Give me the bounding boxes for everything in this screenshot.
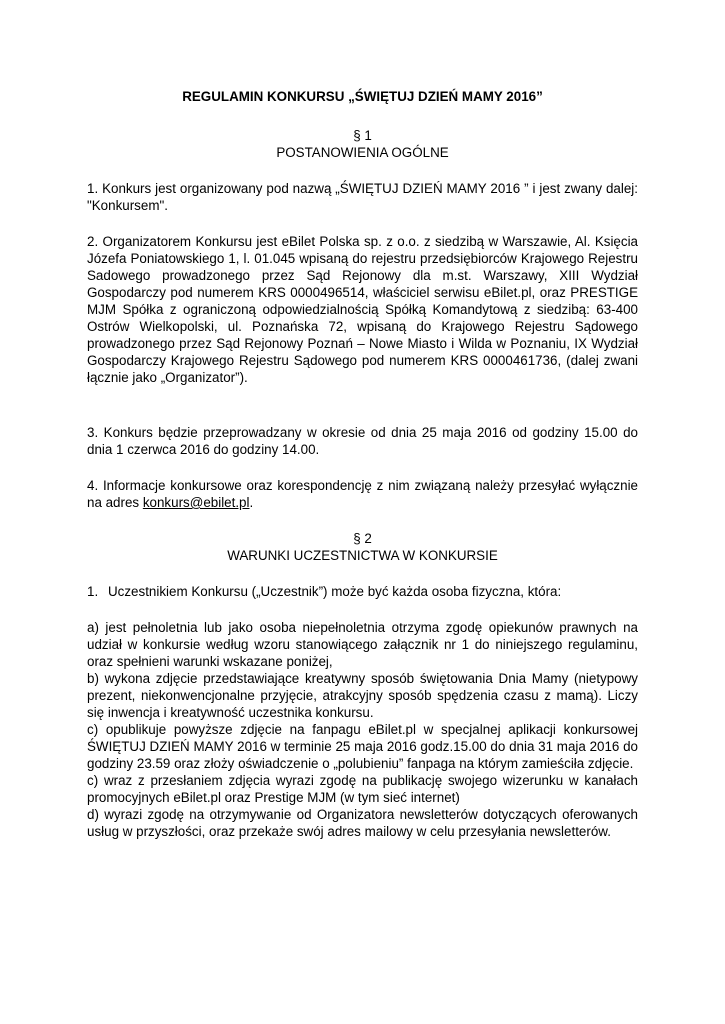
section-1-paragraph-3: 3. Konkurs będzie przeprowadzany w okresie od dnia 25 maja 2016 od godziny 15.00 do dnia 1 czerwca 2016 do godziny 14.00. <box>87 425 638 457</box>
section-1-heading: POSTANOWIENIA OGÓLNE <box>276 145 449 160</box>
item-1-number: 1. <box>87 584 99 599</box>
paragraph-4-end: . <box>249 495 254 510</box>
condition-c-1: c) opublikuje powyższe zdjęcie na fanpagu eBilet.pl w specjalnej aplikacji konkursowej ŚWIĘTUJ DZIEŃ MAMY 2016 w terminie 25 maja 2016 godz.15.00 do dnia 31 maja 2016 do godziny 23.59 oraz złoży oświadczenie o „polubieniu” fanpaga na którym zamieściła zdjęcie. <box>87 722 638 771</box>
contact-email-link[interactable]: konkurs@ebilet.pl <box>142 495 250 510</box>
condition-a: a) jest pełnoletnia lub jako osoba niepełnoletnia otrzyma zgodę opiekunów prawnych na udział w konkursie według wzoru stanowiącego załącznik nr 1 do niniejszego regulaminu, oraz spełnieni warunki wskazane poniżej, <box>87 620 638 669</box>
document-title: REGULAMIN KONKURSU „ŚWIĘTUJ DZIEŃ MAMY 2016” <box>182 89 543 104</box>
section-1-number: § 1 <box>353 128 372 143</box>
section-1-paragraph-4 <box>87 477 638 511</box>
item-1-text: Uczestnikiem Konkursu („Uczestnik”) może być każda osoba fizyczna, która: <box>108 584 562 599</box>
paragraph-4-text: 4. Informacje konkursowe oraz korespondencję z nim związaną należy przesyłać wyłącznie na adres <box>87 478 638 510</box>
condition-b: b) wykona zdjęcie przedstawiające kreatywny sposób świętowania Dnia Mamy (nietypowy prezent, niekonwencjonalne przyjęcie, atrakcyjny sposób spędzenia czasu z mamą). Liczy się inwencja i kreatywność uczestnika konkursu. <box>87 671 638 720</box>
condition-d: d) wyrazi zgodę na otrzymywanie od Organizatora newsletterów dotyczących oferowanych usług w przyszłości, oraz przekaże swój adres mailowy w celu przesyłania newsletterów. <box>87 807 638 839</box>
condition-c-2: c) wraz z przesłaniem zdjęcia wyrazi zgodę na publikację swojego wizerunku w kanałach promocyjnych eBilet.pl oraz Prestige MJM (w tym sieć internet) <box>87 773 638 805</box>
section-2-heading: WARUNKI UCZESTNICTWA W KONKURSIE <box>227 548 498 563</box>
section-1-paragraph-2: 2. Organizatorem Konkursu jest eBilet Polska sp. z o.o. z siedzibą w Warszawie, Al. Księcia Józefa Poniatowskiego 1, l. 01.045 wpisaną do rejestru przedsiębiorców Krajowego Rejestru Sadowego prowadzonego przez Sąd Rejonowy dla m.st. Warszawy, XIII Wydział Gospodarczy pod numerem KRS 0000496514, właściciel serwisu eBilet.pl, oraz PRESTIGE MJM Spółka z ograniczoną odpowiedzialnością Spółką Komandytową z siedzibą: 63-400 Ostrów Wielkopolski, ul. Poznańska 72, wpisaną do Krajowego Rejestru Sądowego prowadzonego przez Sąd Rejonowy Poznań – Nowe Miasto i Wilda w Poznaniu, IX Wydział Gospodarczy Krajowego Rejestru Sądowego pod numerem KRS 0000461736, (dalej zwani łącznie jako „Organizator”). <box>87 234 638 385</box>
section-2-item-1 <box>87 583 638 600</box>
section-2-number: § 2 <box>353 531 372 546</box>
section-1-paragraph-1: 1. Konkurs jest organizowany pod nazwą „ŚWIĘTUJ DZIEŃ MAMY 2016 ” i jest zwany dalej: "Konkursem". <box>87 181 638 213</box>
document-body <box>87 88 638 840</box>
